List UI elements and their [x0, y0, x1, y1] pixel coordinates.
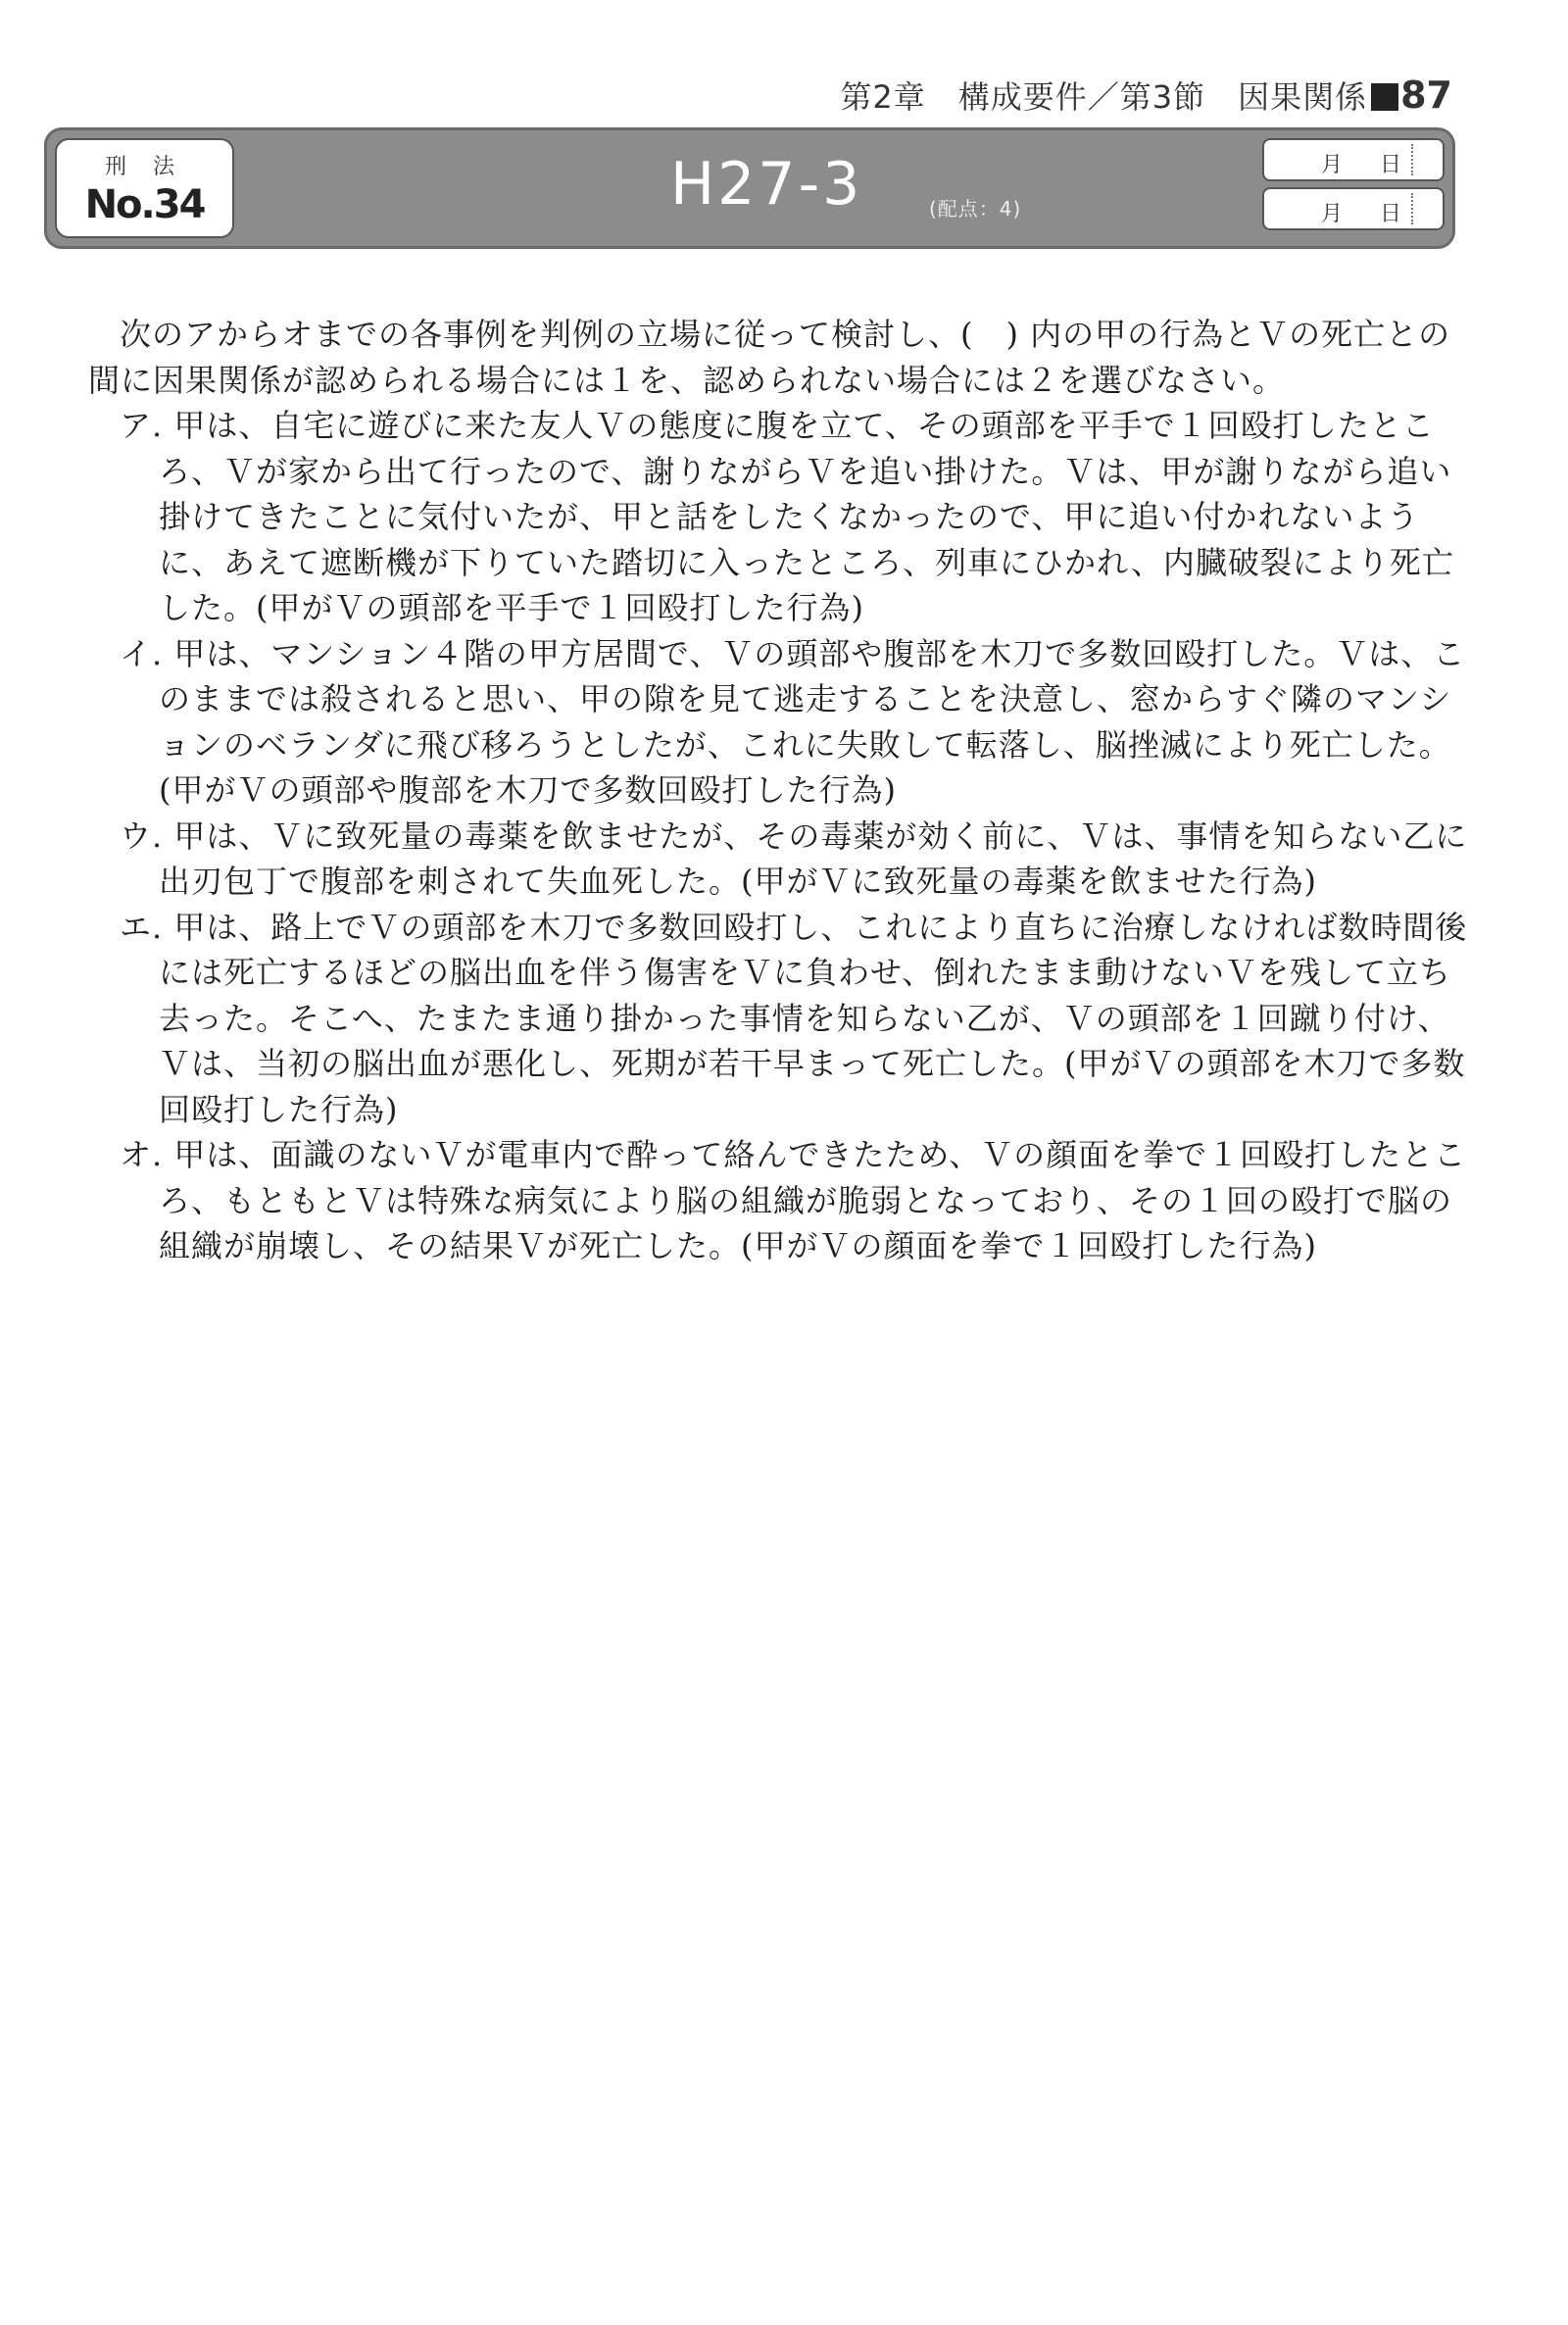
month-label: 月 [1321, 202, 1344, 226]
subject-label: 刑 法 [105, 155, 184, 179]
question-banner [44, 127, 1455, 249]
exam-code: H27-3 [670, 150, 863, 219]
month-label: 月 [1321, 153, 1344, 177]
running-head-title: 第2章 構成要件／第3節 因果関係 [840, 78, 1368, 116]
case-item-o: オ. 甲は、面識のないＶが電車内で酔って絡んできたため、Ｖの顔面を拳で１回殴打したところ、もともとＶは特殊な病気により脳の組織が脆弱となっており、その１回の殴打で脳の組織が崩壊し、その結果Ｖが死亡した。(甲がＶの顔面を拳で１回殴打した行為) [120, 1136, 1467, 1264]
subject-box [55, 138, 234, 238]
case-item-a: ア. 甲は、自宅に遊びに来た友人Ｖの態度に腹を立て、その頭部を平手で１回殴打したところ、Ｖが家から出て行ったので、謝りながらＶを追い掛けた。Ｖは、甲が謝りながら追い掛けてきたことに気付いたが、甲と話をしたくなかったので、甲に追い付かれないように、あえて遮断機が下りていた踏切に入ったところ、列車にひかれ、内臓破裂により死亡した。(甲がＶの頭部を平手で１回殴打した行為) [120, 407, 1454, 626]
points-label: (配点：4) [929, 197, 1022, 221]
case-item-u: ウ. 甲は、Ｖに致死量の毒薬を飲ませたが、その毒薬が効く前に、Ｖは、事情を知らない乙に出刃包丁で腹部を刺されて失血死した。(甲がＶに致死量の毒薬を飲ませた行為) [120, 816, 1468, 900]
study-date-boxes [1262, 138, 1445, 236]
check-divider [1411, 144, 1413, 175]
question-intro: 次のアからオまでの各事例を判例の立場に従って検討し、( ) 内の甲の行為とＶの死亡との間に因果関係が認められる場合には１を、認められない場合には２を選びなさい。 [88, 316, 1451, 399]
question-body [88, 312, 1470, 1269]
page-number: 87 [1400, 74, 1452, 117]
day-label: 日 [1380, 153, 1402, 177]
running-head [840, 73, 1452, 118]
case-item-e: エ. 甲は、路上でＶの頭部を木刀で多数回殴打し、これにより直ちに治療しなければ数時間後には死亡するほどの脳出血を伴う傷害をＶに負わせ、倒れたまま動けないＶを残して立ち去った。そこへ、たまたま通り掛かった事情を知らない乙が、Ｖの頭部を１回蹴り付け、Ｖは、当初の脳出血が悪化し、死期が若干早まって死亡した。(甲がＶの頭部を木刀で多数回殴打した行為) [120, 908, 1468, 1128]
check-divider [1411, 193, 1413, 224]
study-date-row [1262, 138, 1445, 181]
day-label: 日 [1380, 202, 1402, 226]
study-date-row [1262, 187, 1445, 230]
square-bullet-icon [1371, 83, 1398, 111]
question-number: No.34 [84, 182, 205, 227]
case-item-i: イ. 甲は、マンション４階の甲方居間で、Ｖの頭部や腹部を木刀で多数回殴打した。Ｖは、このままでは殺されると思い、甲の隙を見て逃走することを決意し、窓からすぐ隣のマンションのベランダに飛び移ろうとしたが、これに失敗して転落し、脳挫滅により死亡した。(甲がＶの頭部や腹部を木刀で多数回殴打した行為) [120, 634, 1466, 809]
